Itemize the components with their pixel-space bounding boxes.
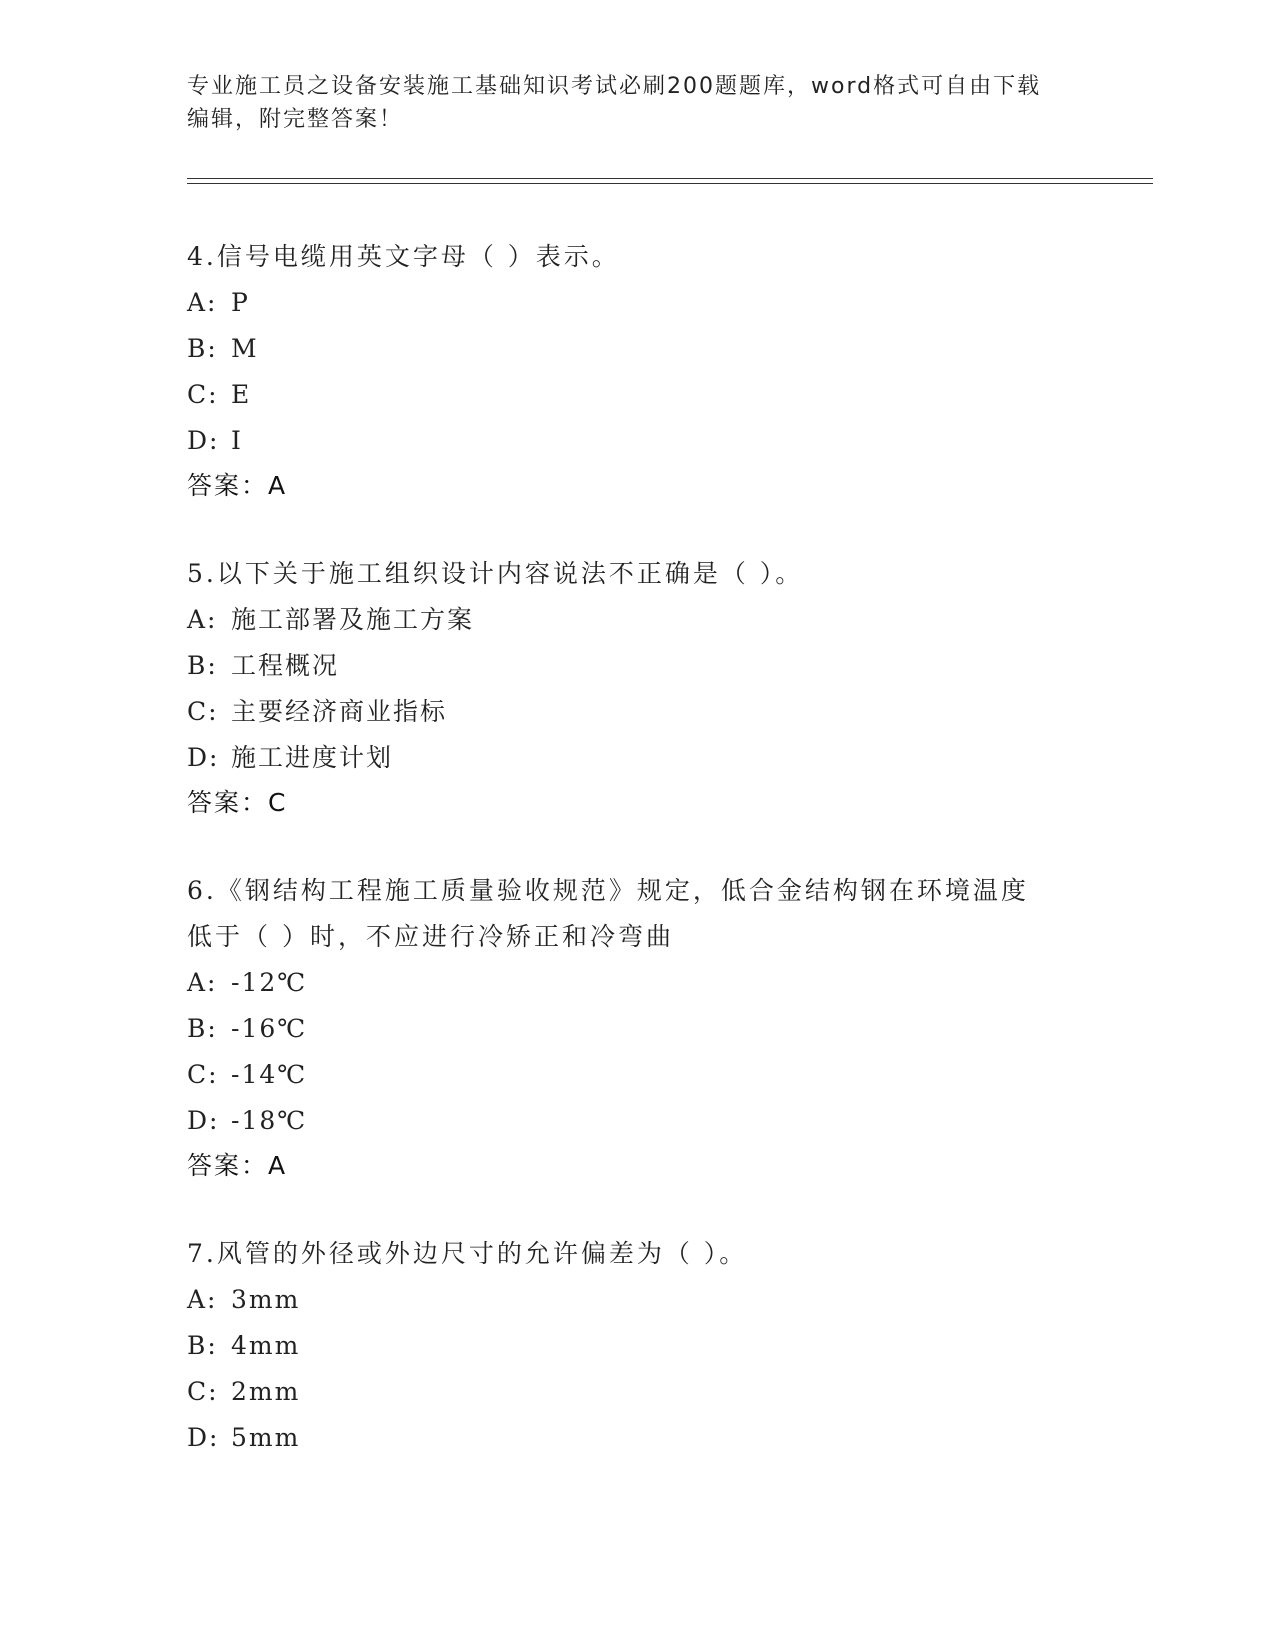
option-text: 4mm (231, 1331, 301, 1360)
document-intro (187, 70, 1067, 136)
option-text: -18℃ (231, 1106, 308, 1135)
option-letter: D: (187, 743, 220, 772)
option-b (187, 1006, 1087, 1052)
header-divider-bottom (187, 183, 1153, 184)
option-text: 主要经济商业指标 (231, 697, 448, 726)
question-item (187, 551, 1087, 825)
option-a (187, 597, 1087, 643)
intro-line-2: 编辑，附完整答案！ (187, 107, 404, 132)
option-text: 施工部署及施工方案 (231, 605, 475, 634)
answer-line: 答案：C (187, 788, 288, 817)
option-letter: A: (187, 1285, 218, 1314)
option-text: 5mm (231, 1423, 301, 1452)
option-text: -12℃ (231, 968, 308, 997)
option-text: -14℃ (231, 1060, 308, 1089)
option-a (187, 1277, 1087, 1323)
option-letter: C: (187, 380, 219, 409)
option-letter: D: (187, 1423, 220, 1452)
option-letter: A: (187, 605, 218, 634)
option-d (187, 1098, 1087, 1144)
option-letter: B: (187, 1014, 218, 1043)
question-stem: 4.信号电缆用英文字母（ ）表示。 (187, 242, 620, 271)
option-text: I (231, 426, 243, 455)
option-d (187, 735, 1087, 781)
option-text: M (231, 334, 259, 363)
question-stem: 5.以下关于施工组织设计内容说法不正确是（ ）。 (187, 559, 804, 588)
question-stem: 7.风管的外径或外边尺寸的允许偏差为（ ）。 (187, 1239, 748, 1268)
option-letter: D: (187, 1106, 220, 1135)
option-a (187, 960, 1087, 1006)
option-letter: A: (187, 968, 218, 997)
option-text: E (231, 380, 252, 409)
option-text: 2mm (231, 1377, 301, 1406)
option-text: P (231, 288, 250, 317)
answer-line: 答案：A (187, 471, 288, 500)
header-divider-top (187, 178, 1153, 179)
option-letter: A: (187, 288, 218, 317)
option-letter: C: (187, 1377, 219, 1406)
option-c (187, 1052, 1087, 1098)
option-c (187, 1369, 1087, 1415)
option-b (187, 326, 1087, 372)
question-stem-continued: 低于（ ）时，不应进行冷矫正和冷弯曲 (187, 922, 674, 951)
option-letter: C: (187, 1060, 219, 1089)
option-letter: B: (187, 334, 218, 363)
option-letter: B: (187, 1331, 218, 1360)
option-text: 施工进度计划 (231, 743, 394, 772)
question-item (187, 1231, 1087, 1461)
option-text: -16℃ (231, 1014, 308, 1043)
question-list (187, 234, 1087, 1504)
option-text: 工程概况 (231, 651, 340, 680)
option-b (187, 643, 1087, 689)
option-text: 3mm (231, 1285, 301, 1314)
option-c (187, 689, 1087, 735)
option-a (187, 280, 1087, 326)
question-item (187, 868, 1087, 1188)
option-letter: D: (187, 426, 220, 455)
option-d (187, 1415, 1087, 1461)
option-b (187, 1323, 1087, 1369)
option-c (187, 372, 1087, 418)
answer-line: 答案：A (187, 1151, 288, 1180)
option-letter: B: (187, 651, 218, 680)
question-item (187, 234, 1087, 508)
option-letter: C: (187, 697, 219, 726)
intro-line-1: 专业施工员之设备安装施工基础知识考试必刷200题题库，word格式可自由下载 (187, 74, 1042, 99)
question-stem: 6.《钢结构工程施工质量验收规范》规定，低合金结构钢在环境温度 (187, 876, 1029, 905)
option-d (187, 418, 1087, 464)
